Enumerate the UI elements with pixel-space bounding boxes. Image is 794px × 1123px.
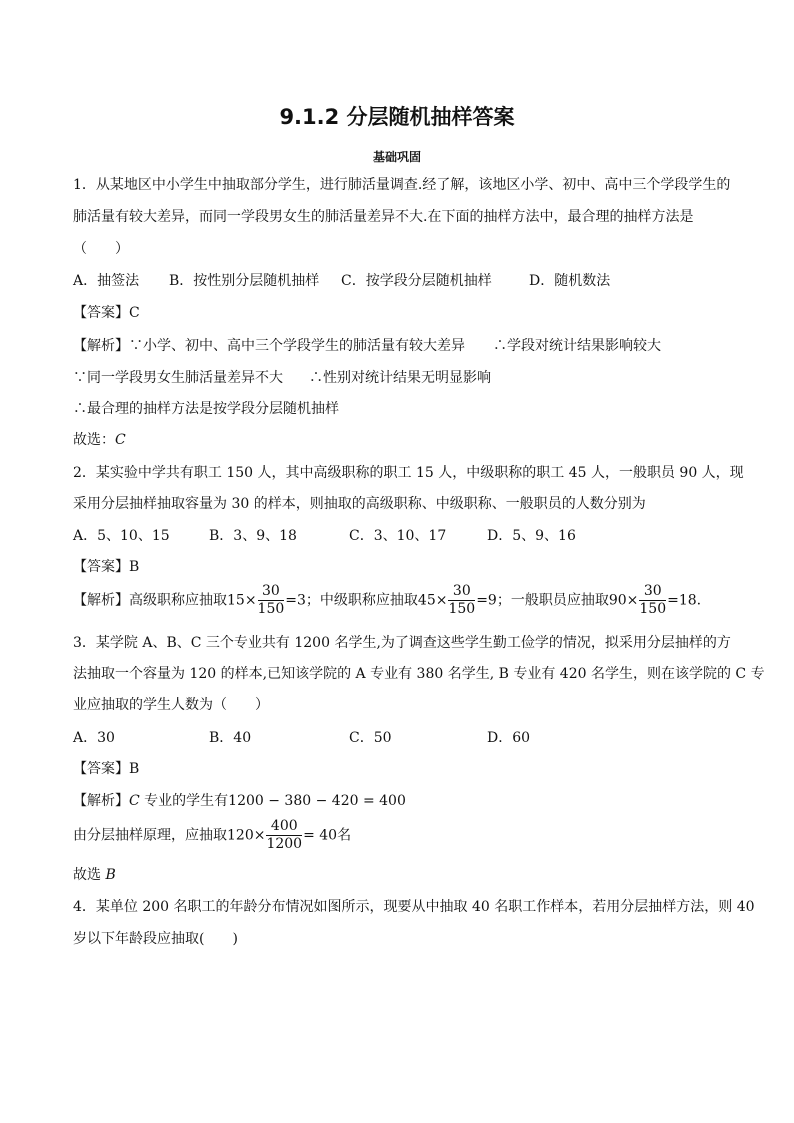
q1-option-c: C．按学段分层随机抽样 (341, 273, 492, 289)
q2-math1-right: =3 (285, 592, 306, 609)
q2-math2-left: 45× (417, 592, 448, 609)
q3-math-unit: 名 (337, 827, 352, 844)
q1-explanation-conclusion1: ∴学段对统计结果影响较大 (493, 338, 661, 354)
q2-fraction-1-numerator: 30 (258, 583, 285, 601)
q3-choose-letter: B (105, 867, 116, 883)
q3-explanation-prefix: 【解析】 (73, 793, 129, 809)
q2-fraction-2 (448, 583, 475, 618)
q3-explanation-math: 1200 − 380 − 420 = 400 (228, 793, 406, 809)
q2-options (73, 527, 576, 545)
q1-answer: 【答案】C (73, 305, 140, 321)
q2-text-line1: 2．某实验中学共有职工 150 人，其中高级职称的职工 15 人，中级职称的职工 45 人，一般职员 90 人，现 (73, 465, 744, 481)
q3-math-right: = 40 (303, 827, 338, 844)
q2-fraction-1-denominator: 150 (257, 601, 285, 617)
q2-answer: 【答案】B (73, 559, 140, 575)
q3-choose (73, 866, 116, 884)
q3-explanation-text: 专业的学生有 (139, 793, 229, 809)
page-title: 9.1.2 分层随机抽样答案 (279, 105, 515, 129)
q1-explanation-premise1: 【解析】∵小学、初中、高中三个学段学生的肺活量有较大差异 (73, 338, 465, 354)
q1-choose-prefix: 故选： (73, 432, 115, 448)
q2-math2-right: =9 (476, 592, 497, 609)
q3-choose-prefix: 故选 (73, 867, 106, 883)
q2-explanation-prefix: 【解析】高级职称应抽取 (73, 592, 227, 609)
q2-fraction-3-denominator: 150 (639, 601, 667, 617)
q2-text-line2: 采用分层抽样抽取容量为 30 的样本，则抽取的高级职称、中级职称、一般职员的人数分别为 (73, 496, 646, 512)
q3-option-b: B．40 (209, 730, 252, 746)
q2-explanation (73, 583, 701, 618)
q2-explanation-mid1: ；中级职称应抽取 (305, 592, 418, 609)
q3-fraction (266, 818, 302, 853)
q3-explanation-line1 (73, 792, 406, 810)
q3-math-left: 120× (227, 827, 266, 844)
q3-explanation-letter: C (129, 793, 140, 809)
q3-text-line3: 业应抽取的学生人数为（ ） (73, 697, 269, 713)
q2-math1-left: 15× (227, 592, 257, 609)
q1-options (73, 272, 610, 290)
q3-option-d: D．60 (487, 730, 531, 746)
q2-fraction-2-denominator: 150 (448, 601, 476, 617)
q3-explanation-line2-text: 由分层抽样原理，应抽取 (73, 827, 227, 844)
q1-choose (73, 431, 126, 449)
q3-fraction-denominator: 1200 (266, 836, 303, 852)
section-heading: 基础巩固 (372, 150, 421, 164)
q3-explanation-line2 (73, 818, 351, 853)
q2-math3-right: =18 (667, 592, 697, 609)
q3-fraction-numerator: 400 (266, 818, 302, 836)
q1-text-line3: （ ） (73, 241, 129, 257)
q3-options (73, 729, 530, 747)
q3-text-line1: 3．某学院 A、B、C 三个专业共有 1200 名学生,为了调查这些学生勤工俭学的情况，拟采用分层抽样的方 (73, 635, 731, 651)
q1-explanation-line2 (73, 369, 491, 387)
q1-text-line1: 1．从某地区中小学生中抽取部分学生，进行肺活量调查.经了解，该地区小学、初中、高中三个学段学生的 (73, 177, 731, 193)
q1-option-b: B．按性别分层随机抽样 (169, 273, 320, 289)
q1-explanation-line1 (73, 337, 661, 355)
q1-choose-letter: C (115, 432, 126, 448)
q2-option-a: A．5、10、15 (73, 528, 170, 544)
q3-text-line2: 法抽取一个容量为 120 的样本,已知该学院的 A 专业有 380 名学生, B 专业有 420 名学生，则在该学院的 C 专 (73, 666, 765, 682)
q1-text-line2: 肺活量有较大差异，而同一学段男女生的肺活量差异不大.在下面的抽样方法中，最合理的抽样方法是 (73, 209, 694, 225)
q2-explanation-mid2: ；一般职员应抽取 (496, 592, 609, 609)
q2-fraction-2-numerator: 30 (448, 583, 475, 601)
q2-fraction-3 (639, 583, 666, 618)
q1-option-d: D．随机数法 (529, 273, 611, 289)
q1-option-a: A．抽签法 (73, 273, 140, 289)
q2-explanation-end: . (696, 592, 702, 609)
q4-text-line1: 4．某单位 200 名职工的年龄分布情况如图所示，现要从中抽取 40 名职工作样本，若用分层抽样方法，则 40 (73, 899, 755, 915)
q1-explanation-premise2: ∵同一学段男女生肺活量差异不大 (73, 370, 283, 386)
q3-option-c: C．50 (349, 730, 392, 746)
q4-text-line2: 岁以下年龄段应抽取( ) (73, 931, 238, 947)
q2-math3-left: 90× (608, 592, 639, 609)
q2-option-b: B．3、9、18 (209, 528, 297, 544)
q2-option-d: D．5、9、16 (487, 528, 576, 544)
q2-fraction-1 (258, 583, 285, 618)
q3-answer: 【答案】B (73, 761, 140, 777)
q1-explanation-conclusion2: ∴性别对统计结果无明显影响 (309, 370, 491, 386)
q1-explanation-line3: ∴最合理的抽样方法是按学段分层随机抽样 (73, 401, 339, 417)
q3-option-a: A．30 (73, 730, 115, 746)
q2-option-c: C．3、10、17 (349, 528, 447, 544)
q2-fraction-3-numerator: 30 (639, 583, 666, 601)
